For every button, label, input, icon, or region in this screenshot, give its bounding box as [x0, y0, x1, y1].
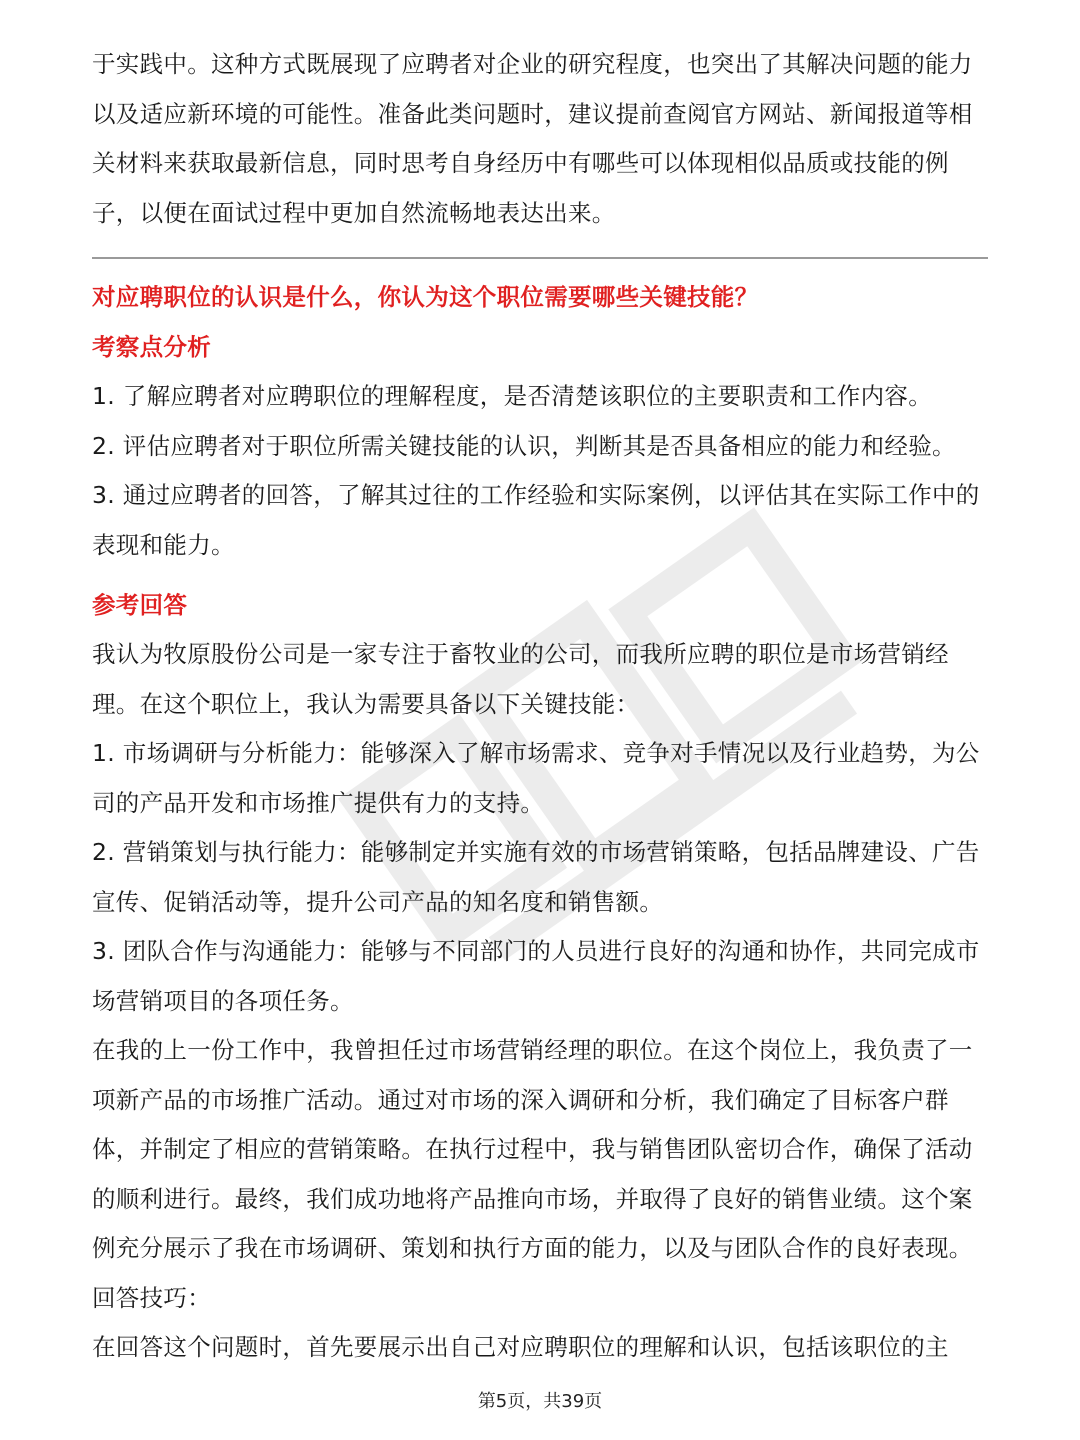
intro-paragraph: 于实践中。这种方式既展现了应聘者对企业的研究程度，也突出了其解决问题的能力以及适应新环境的可能性。准备此类问题时，建议提前查阅官方网站、新闻报道等相关材料来获取最新信息，同时思考自身经历中有哪些可以体现相似品质或技能的例子，以便在面试过程中更加自然流畅地表达出来。 [92, 50, 973, 227]
analysis-item-3: 3. 通过应聘者的回答，了解其过往的工作经验和实际案例，以评估其在实际工作中的表现和能力。 [92, 481, 980, 559]
answer-item-2: 2. 营销策划与执行能力：能够制定并实施有效的市场营销策略，包括品牌建设、广告宣传、促销活动等，提升公司产品的知名度和销售额。 [92, 838, 980, 916]
document-page [92, 40, 988, 1373]
page-number: 第5页，共39页 [477, 1391, 603, 1412]
section-divider [92, 257, 988, 259]
answer-intro: 我认为牧原股份公司是一家专注于畜牧业的公司，而我所应聘的职位是市场营销经理。在这个职位上，我认为需要具备以下关键技能： [92, 640, 949, 718]
analysis-item-1: 1. 了解应聘者对应聘职位的理解程度，是否清楚该职位的主要职责和工作内容。 [92, 382, 932, 410]
tips-title: 回答技巧： [92, 1283, 211, 1312]
answer-experience: 在我的上一份工作中，我曾担任过市场营销经理的职位。在这个岗位上，我负责了一项新产品的市场推广活动。通过对市场的深入调研和分析，我们确定了目标客户群体，并制定了相应的营销策略。在执行过程中，我与销售团队密切合作，确保了活动的顺利进行。最终，我们成功地将产品推向市场，并取得了良好的销售业绩。这个案例充分展示了我在市场调研、策划和执行方面的能力，以及与团队合作的良好表现。 [92, 1036, 973, 1262]
question-heading: 对应聘职位的认识是什么，你认为这个职位需要哪些关键技能？ [92, 283, 759, 311]
tips-text: 在回答这个问题时，首先要展示出自己对应聘职位的理解和认识，包括该职位的主 [92, 1333, 949, 1361]
answer-title: 参考回答 [92, 591, 188, 619]
answer-item-1: 1. 市场调研与分析能力：能够深入了解市场需求、竞争对手情况以及行业趋势，为公司的产品开发和市场推广提供有力的支持。 [92, 739, 980, 817]
analysis-item-2: 2. 评估应聘者对于职位所需关键技能的认识，判断其是否具备相应的能力和经验。 [92, 431, 956, 460]
analysis-title: 考察点分析 [92, 333, 211, 361]
answer-item-3: 3. 团队合作与沟通能力：能够与不同部门的人员进行良好的沟通和协作，共同完成市场营销项目的各项任务。 [92, 937, 980, 1015]
